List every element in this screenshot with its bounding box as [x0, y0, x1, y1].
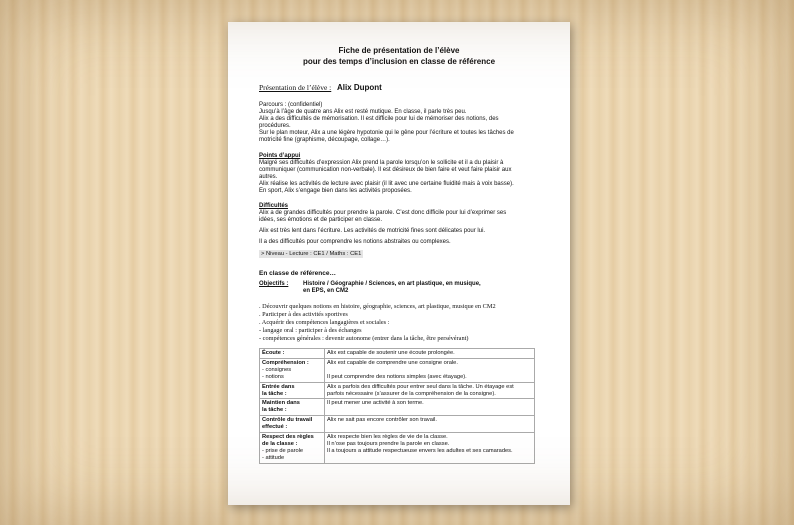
difficultes-line: idées, ses émotions et de participer en classe.: [259, 217, 383, 224]
comprehension-sub: - notions: [262, 373, 284, 380]
entree-label: la tâche :: [262, 390, 287, 397]
difficultes-section: [259, 203, 534, 246]
parcours-line: Sur le plan moteur, Alix a une légère hypotonie qui le gêne pour l’écriture et toutes les tâches de: [259, 130, 514, 137]
respect-label: Respect des règles: [262, 434, 314, 441]
row-label-comprehension: [260, 358, 325, 382]
maintien-label: la tâche :: [262, 407, 287, 414]
objectifs-list-item: - langage oral : participer à des échanges: [259, 327, 362, 334]
respect-value: Alix respecte bien les règles de vie de la classe.: [327, 434, 448, 441]
difficultes-line: Il a des difficultés pour comprendre les notions abstraites ou complexes.: [259, 239, 451, 246]
controle-label: Contrôle du travail: [262, 417, 313, 424]
table-row: [260, 416, 535, 433]
objectifs-list-item: . Acquérir des compétences langagières et sociales :: [259, 319, 390, 326]
document-page: [228, 22, 570, 505]
table-row: [260, 433, 535, 464]
comprehension-value: Il peut comprendre des notions simples (avec étayage).: [327, 373, 467, 380]
row-value-maintien: Il peut mener une activité à son terme.: [325, 399, 535, 416]
parcours-section: [259, 102, 534, 145]
row-label-respect: [260, 433, 325, 464]
table-row: [260, 349, 535, 359]
entree-value: parfois nécessaire (s’assurer de la compréhension de la consigne).: [327, 390, 496, 397]
entree-value: Alix a parfois des difficultés pour entrer seul dans la tâche. Un étayage est: [327, 383, 514, 390]
parcours-line: Jusqu’à l’âge de quatre ans Alix est resté mutique. En classe, il parle très peu.: [259, 109, 467, 116]
parcours-line: procédures.: [259, 123, 291, 130]
comprehension-value: Alix est capable de comprendre une consigne orale.: [327, 359, 458, 366]
row-value-comprehension: [325, 358, 535, 382]
classe-heading: En classe de référence…: [259, 270, 336, 277]
points-appui-section: [259, 153, 534, 196]
difficultes-line: Alix est très lent dans l’écriture. Les activités de motricité fines sont délicates pour lui.: [259, 228, 486, 235]
respect-sub: - prise de parole: [262, 447, 304, 454]
respect-value: Il a toujours a attitude respectueuse envers les adultes et ses camarades.: [327, 447, 513, 454]
parcours-line: Parcours : (confidentiel): [259, 102, 323, 108]
table-row: [260, 382, 535, 399]
comprehension-label: Compréhension :: [262, 359, 309, 366]
student-name: Alix Dupont: [336, 83, 382, 92]
points-appui-line: Alix réalise les activités de lecture avec plaisir (il lit avec une certaine fluidité mais à voix basse).: [259, 181, 514, 188]
objectifs-line2: en EPS, en CM2: [303, 288, 349, 294]
row-value-entree: [325, 382, 535, 399]
row-label-entree: [260, 382, 325, 399]
entree-label: Entrée dans: [262, 383, 295, 390]
respect-sub: - attitude: [262, 454, 285, 461]
parcours-line: motricité fine (graphisme, découpage, collage…).: [259, 137, 390, 144]
points-appui-heading: Points d’appui: [259, 153, 301, 159]
respect-value: Il n’ose pas toujours prendre la parole en classe.: [327, 440, 450, 447]
controle-label: effectué :: [262, 424, 288, 431]
row-value-respect: [325, 433, 535, 464]
objectifs-list-item: - compétences générales : devenir autonome (entrer dans la tâche, être persévérant): [259, 335, 469, 342]
points-appui-line: Malgré ses difficultés d’expression Alix prend la parole lorsqu’on le sollicite et il a du plaisir à: [259, 160, 504, 167]
document-title-line1: Fiche de présentation de l’élève: [338, 46, 460, 55]
student-heading: [259, 84, 382, 93]
difficultes-heading: Difficultés: [259, 203, 289, 209]
row-value-controle: Alix ne sait pas encore contrôler son travail.: [325, 416, 535, 433]
points-appui-line: autres.: [259, 174, 278, 181]
objectifs-label: Objectifs :: [259, 281, 289, 287]
points-appui-line: En sport, Alix s’engage bien dans les activités proposées.: [259, 188, 412, 195]
niveau-badge: > Niveau - Lecture : CE1 / Maths : CE1: [261, 251, 362, 257]
respect-label: de la classe :: [262, 440, 298, 447]
comprehension-sub: - consignes: [262, 366, 292, 373]
maintien-label: Maintien dans: [262, 400, 300, 407]
objectifs-list-item: . Découvrir quelques notions en histoire, géographie, sciences, art plastique, musique en CM2: [259, 303, 496, 310]
row-label-controle: [260, 416, 325, 433]
table-row: [260, 399, 535, 416]
row-label-maintien: [260, 399, 325, 416]
objectifs-list: [259, 303, 496, 343]
parcours-line: Alix a des difficultés de mémorisation. Il est difficile pour lui de mémoriser des notions, des: [259, 116, 499, 123]
student-label: Présentation de l’élève :: [259, 83, 332, 92]
row-label-ecoute: Écoute :: [260, 349, 325, 359]
points-appui-line: communiquer (communication non-verbale). Il est désireux de bien faire et veut faire plaisir aux: [259, 167, 512, 174]
objectifs-line1: Histoire / Géographie / Sciences, en art plastique, en musique,: [303, 281, 481, 287]
difficultes-line: Alix a de grandes difficultés pour prendre la parole. C’est donc difficile pour lui d’exprimer ses: [259, 210, 507, 217]
table-row: [260, 358, 535, 382]
competences-table: [259, 348, 535, 464]
row-value-ecoute: Alix est capable de soutenir une écoute prolongée.: [325, 349, 535, 359]
document-title-line2: pour des temps d’inclusion en classe de référence: [302, 57, 496, 66]
objectifs-list-item: . Participer à des activités sportives: [259, 311, 348, 318]
